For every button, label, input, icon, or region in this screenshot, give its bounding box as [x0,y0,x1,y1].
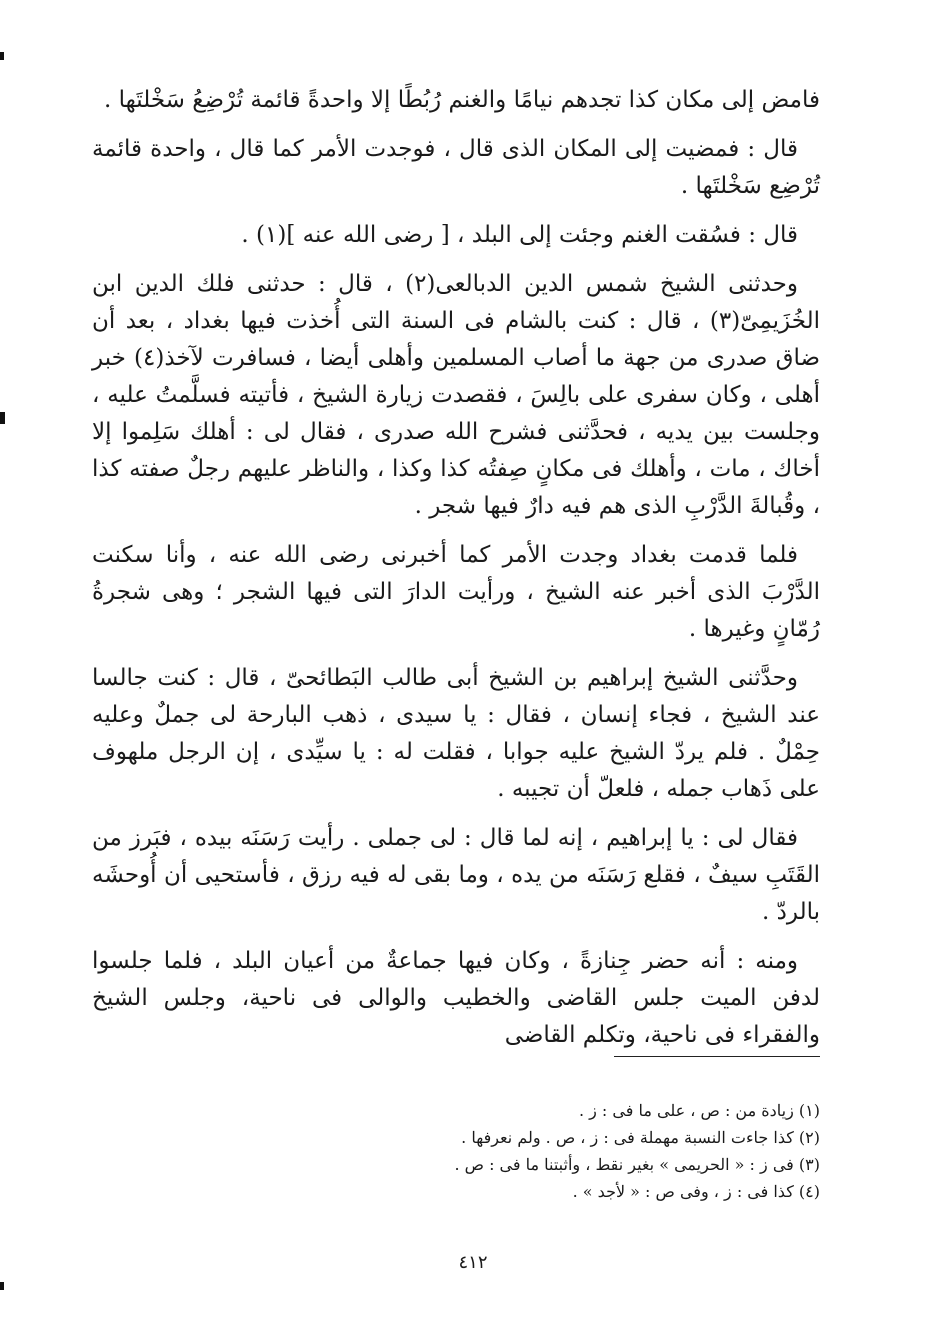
paragraph: قال : فمضيت إلى المكان الذى قال ، فوجدت الأمر كما قال ، واحدة قائمة تُرْضِع سَخْلتَها . [92,136,820,199]
paragraph: ومنه : أنه حضر جِنازةً ، وكان فيها جماعةٌ من أعيان البلد ، فلما جلسوا لدفن الميت جلس القاضى والخطيب والوالى فى ناحية، وجلس الشيخ والفقراء فى ناحية، وتكلم القاضى [92,948,820,1048]
page-number: ٤١٢ [458,1252,488,1273]
paragraph: وحدثنى الشيخ شمس الدين الدبالعى(٢) ، قال : حدثنى فلك الدين ابن الخُزَيمِىّ(٣) ، قال : كنت بالشام فى السنة التى أُخذت فيها بغداد ، بعد أن ضاق صدرى من جهة ما أصاب المسلمين وأهلى أيضا ، فسافرت لآخذ(٤) خبر أهلى ، وكان سفرى على بالِسَ ، فقصدت زيارة الشيخ ، فأتيته فسلَّمتُ عليه ، وجلست بين يديه ، فحدَّثنى فشرح الله صدرى ، فقال لى : أهلك سَلِموا إلا أخاك ، مات ، وأهلك فى مكانٍ صِفتُه كذا وكذا ، والناظر عليهم رجلٌ صفته كذا ، وقُبالةَ الدَّرْبِ الذى هم فيه دارٌ فيها شجر . [92,271,820,519]
scan-edge-mark [0,52,4,60]
footnote: (١) زيادة من : ص ، على ما فى : ز . [578,1101,820,1120]
scan-edge-mark [0,1282,4,1290]
paragraph: فقال لى : يا إبراهيم ، إنه لما قال : لى جملى . رأيت رَسَنَه بيده ، فبَرز من القَتَبِ سيفٌ ، فقلع رَسَنَه من يده ، وما بقى له فيه رزق ، فأستحيى أن أُوحشَه بالردّ . [92,825,820,925]
footnotes [300,1097,820,1205]
footnote: (٢) كذا جاءت النسبة مهملة فى : ز ، ص . ولم نعرفها . [461,1128,820,1147]
paragraph: فلما قدمت بغداد وجدت الأمر كما أخبرنى رضى الله عنه ، وأنا سكنت الدَّرْبَ الذى أخبر عنه الشيخ ، ورأيت الدارَ التى فيها الشجر ؛ وهى شجرةُ رُمّانٍ وغيرها . [92,542,820,642]
main-text [92,82,820,1066]
paragraph: فامض إلى مكان كذا تجدهم نيامًا والغنم رُبُطًا إلا واحدةً قائمة تُرْضِعُ سَخْلتَها . [104,87,820,113]
footnote: (٤) كذا فى : ز ، وفى ص : « لأجد » . [572,1182,820,1201]
footnote: (٣) فى ز : « الحريمى » بغير نقط ، وأثبتنا ما فى : ص . [454,1155,820,1174]
footnote-separator [614,1056,820,1057]
paragraph: قال : فسُقت الغنم وجئت إلى البلد ، [ رضى الله عنه ](١) . [241,222,798,248]
scan-edge-mark [0,412,5,424]
paragraph: وحدَّثنى الشيخ إبراهيم بن الشيخ أبى طالب البَطائحىّ ، قال : كنت جالسا عند الشيخ ، فجاء إنسان ، فقال : يا سيدى ، ذهب البارحة لى جملٌ وعليه حِمْلٌ . فلم يردّ الشيخ عليه جوابا ، فقلت له : يا سيِّدى ، إن الرجل ملهوف على ذَهاب جمله ، فلعلّ أن تجيبه . [92,665,820,802]
